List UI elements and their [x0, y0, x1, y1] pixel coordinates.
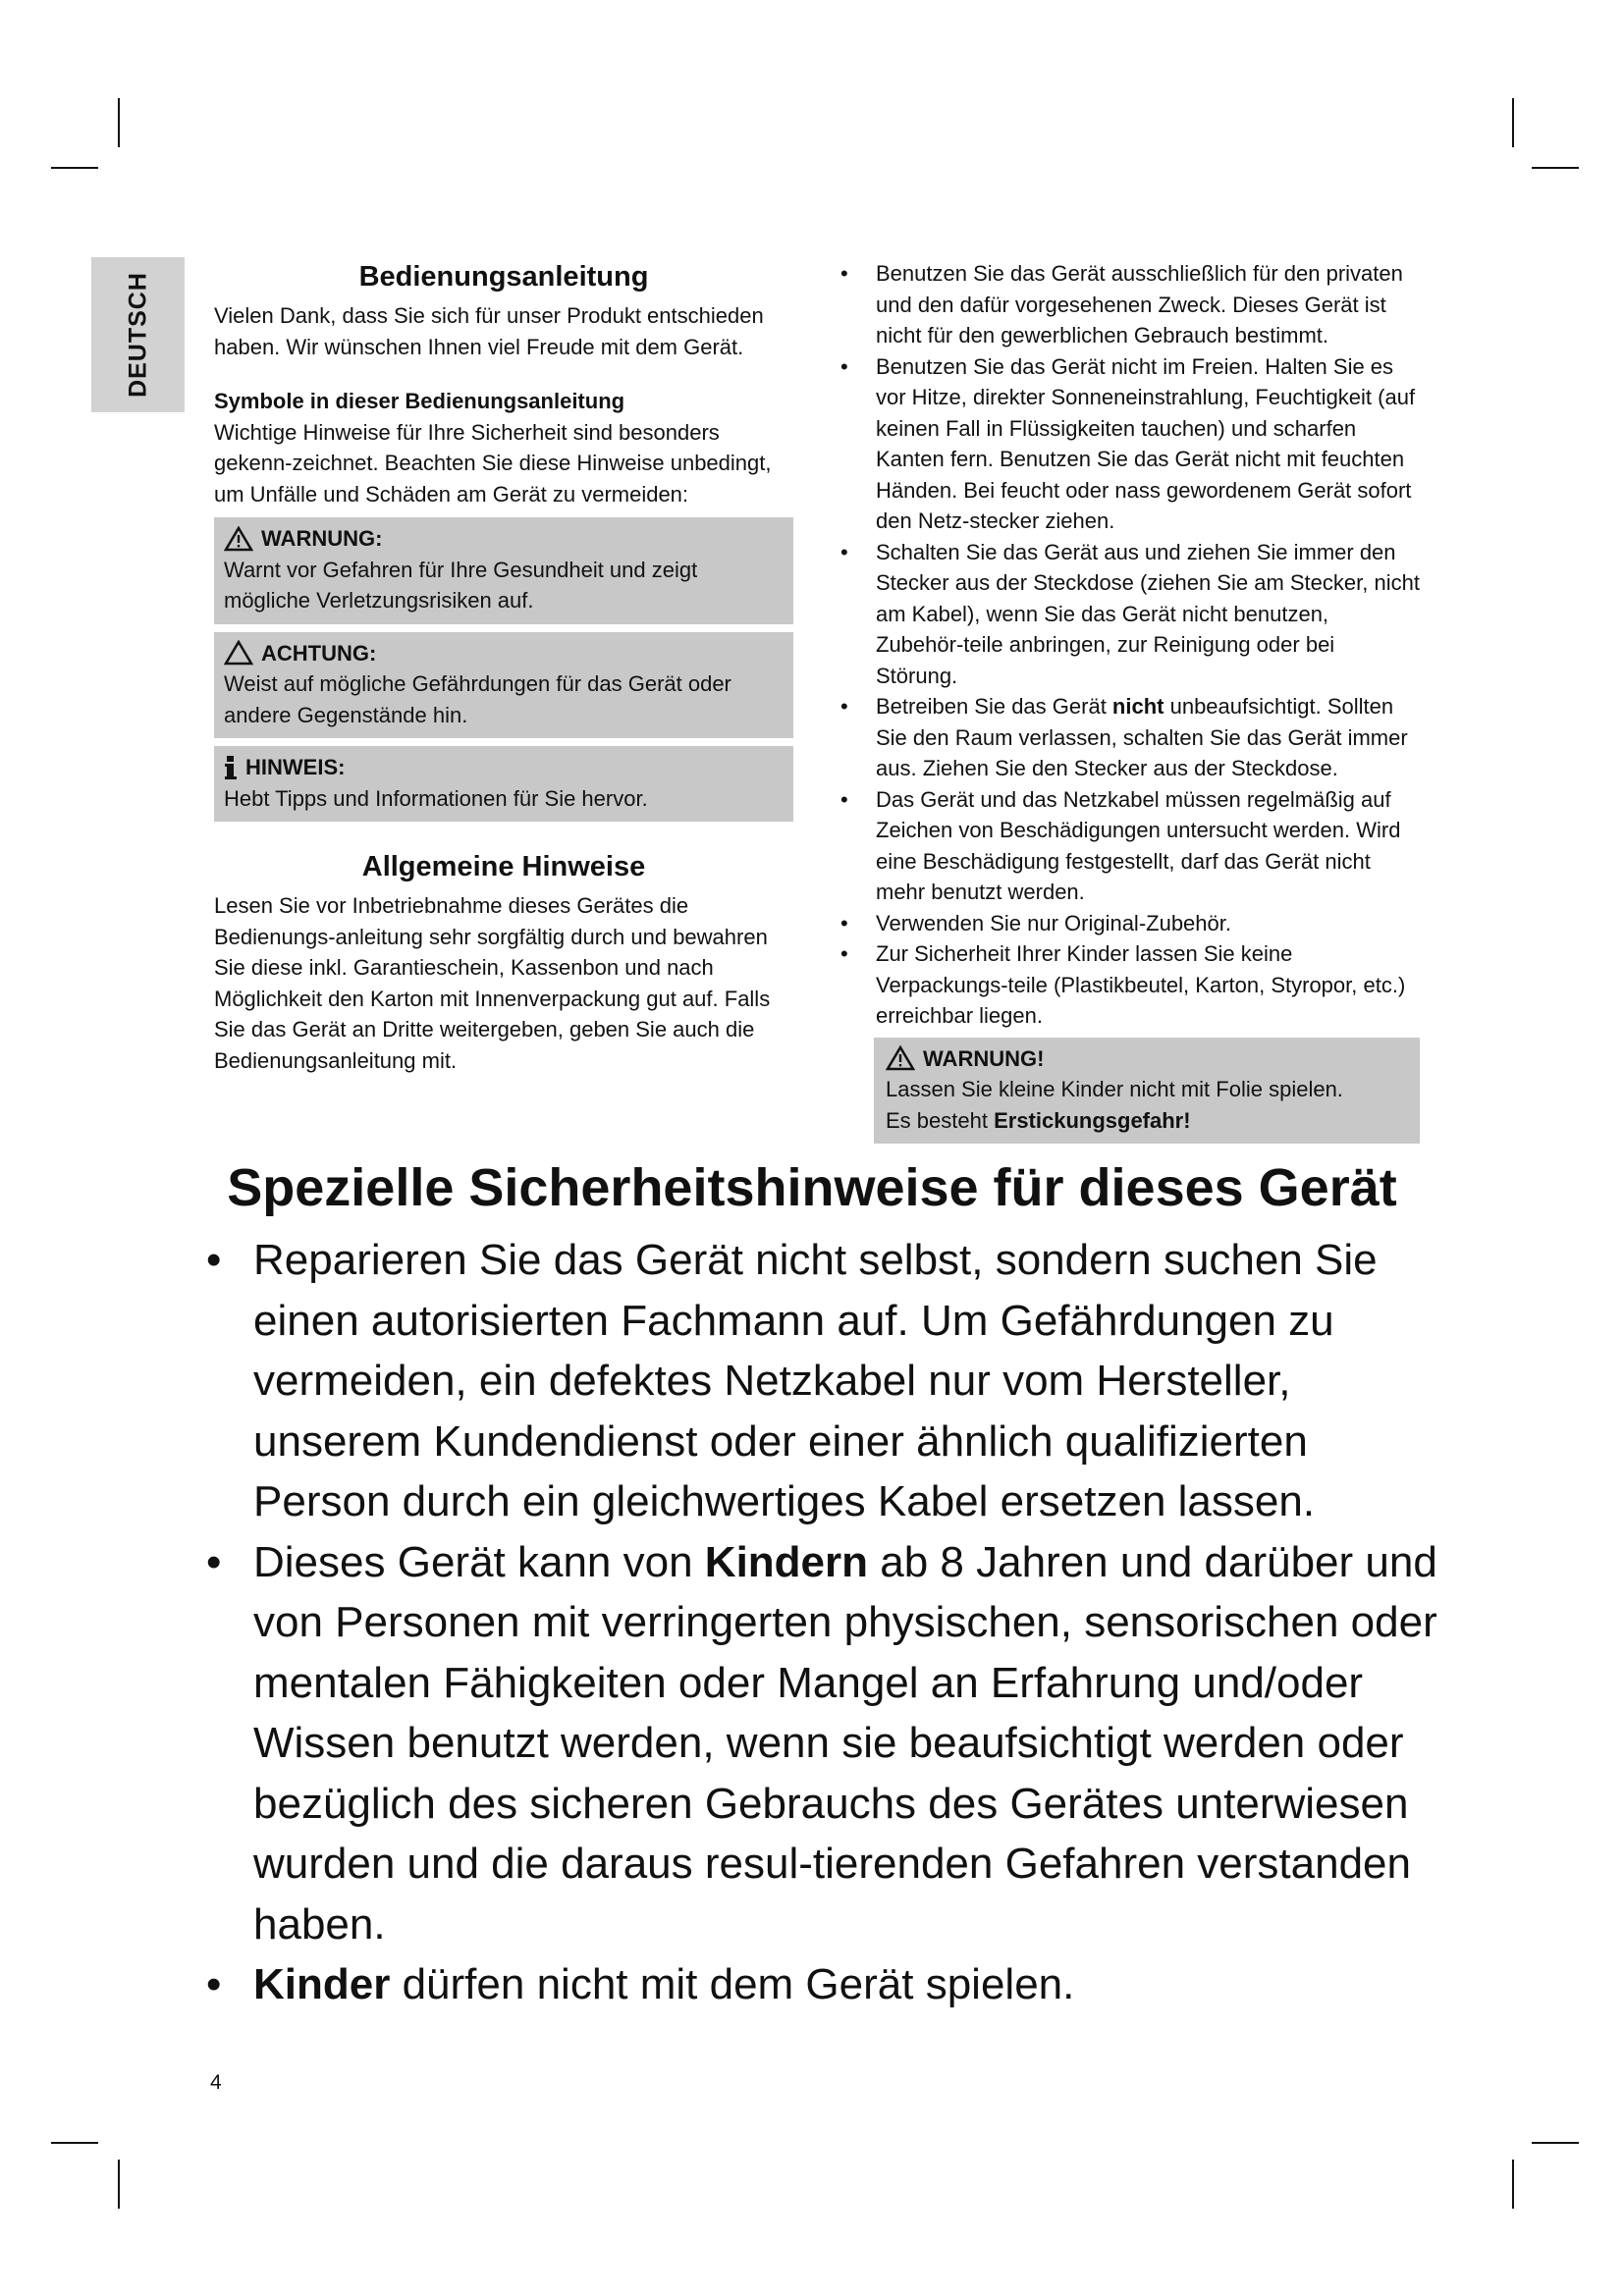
intro-text: Vielen Dank, dass Sie sich für unser Produkt entschieden haben. Wir wünschen Ihnen viel Freude mit dem Gerät.	[214, 303, 764, 359]
info-icon	[224, 755, 238, 780]
warning-triangle-icon	[224, 526, 253, 552]
note-box	[214, 746, 793, 822]
list-item: • Benutzen Sie das Gerät ausschließlich für den privaten und den dafür vorgesehenen Zweck. Dieses Gerät ist nicht für den gewerblichen Gebrauch bestimmt.	[840, 258, 1420, 351]
caution-title: ACHTUNG:	[261, 640, 377, 666]
caution-triangle-icon	[224, 640, 253, 666]
page-number: 4	[210, 2071, 222, 2094]
symbols-heading: Symbole in dieser Bedienungsanleitung	[214, 389, 625, 413]
crop-mark	[51, 2142, 98, 2144]
crop-mark	[1512, 2160, 1514, 2209]
list-item: • Das Gerät und das Netzkabel müssen regelmäßig auf Zeichen von Beschädigungen untersucht werden. Wird eine Beschädigung festgestellt, darf das Gerät nicht mehr benutzt werden.	[840, 784, 1420, 908]
list-item: • Betreiben Sie das Gerät nicht unbeaufsichtigt. Sollten Sie den Raum verlassen, schalten Sie das Gerät immer aus. Ziehen Sie den Stecker aus der Steckdose.	[840, 691, 1420, 784]
general-text: Lesen Sie vor Inbetriebnahme dieses Gerätes die Bedienungs-anleitung sehr sorgfältig durch und bewahren Sie diese inkl. Garantieschein, Kassenbon und nach Möglichkeit den Karton mit Innenverpackung gut auf. Falls Sie das Gerät an Dritte weitergeben, geben Sie auch die Bedienungsanleitung mit.	[214, 893, 771, 1073]
safety-list	[840, 258, 1420, 1032]
language-tab	[91, 257, 185, 412]
emphasis-text: nicht	[1111, 694, 1164, 719]
crop-mark	[118, 98, 120, 147]
special-safety-list	[206, 1230, 1443, 2015]
right-column	[840, 258, 1420, 1144]
list-item: • Dieses Gerät kann von Kindern ab 8 Jahren und darüber und von Personen mit verringerten physischen, sensorischen oder mentalen Fähigkeiten oder Mangel an Erfahrung und/oder Wissen benutzt werden, wenn sie beaufsichtigt werden oder bezüglich des sicheren Gebrauchs des Gerätes unterwiesen wurden und die daraus resul-tierenden Gefahren verstanden haben.	[206, 1532, 1443, 1955]
warning-text: Warnt vor Gefahren für Ihre Gesundheit und zeigt mögliche Verletzungsrisiken auf.	[224, 557, 698, 613]
note-text: Hebt Tipps und Informationen für Sie hervor.	[224, 785, 648, 811]
list-item: • Zur Sicherheit Ihrer Kinder lassen Sie keine Verpackungs-teile (Plastikbeutel, Karton, Styropor, etc.) erreichbar liegen.	[840, 938, 1420, 1032]
crop-mark	[118, 2160, 120, 2209]
caution-text: Weist auf mögliche Gefährdungen für das Gerät oder andere Gegenstände hin.	[224, 671, 731, 727]
general-heading: Allgemeine Hinweise	[361, 851, 646, 882]
list-item: • Reparieren Sie das Gerät nicht selbst, sondern suchen Sie einen autorisierten Fachmann auf. Um Gefährdungen zu vermeiden, ein defektes Netzkabel nur vom Hersteller, unserem Kundendienst oder einer ähnlich qualifizierten Person durch ein gleichwertiges Kabel ersetzen lassen.	[206, 1230, 1443, 1532]
language-label: DEUTSCH	[124, 272, 151, 398]
list-item: • Schalten Sie das Gerät aus und ziehen Sie immer den Stecker aus der Steckdose (ziehen Sie am Stecker, nicht am Kabel), wenn Sie das Gerät nicht benutzen, Zubehör-teile anbringen, zur Reinigung oder bei Störung.	[840, 537, 1420, 692]
warning-line: Lassen Sie kleine Kinder nicht mit Folie spielen.	[886, 1077, 1343, 1101]
crop-mark	[1532, 167, 1579, 169]
suffocation-warning-box	[874, 1038, 1420, 1145]
crop-mark	[1532, 2142, 1579, 2144]
warning-title: WARNUNG:	[261, 526, 383, 551]
warning-triangle-icon	[886, 1045, 915, 1071]
special-safety-heading: Spezielle Sicherheitshinweise für dieses Gerät	[227, 1158, 1397, 1217]
note-title: HINWEIS:	[245, 755, 346, 779]
crop-mark	[1512, 98, 1514, 147]
list-item: • Benutzen Sie das Gerät nicht im Freien. Halten Sie es vor Hitze, direkter Sonneneinstrahlung, Feuchtigkeit (auf keinen Fall in Flüssigkeiten tauchen) und scharfen Kanten fern. Benutzen Sie das Gerät nicht mit feuchten Händen. Bei feucht oder nass gewordenem Gerät sofort den Netz-stecker ziehen.	[840, 351, 1420, 537]
list-item: • Kinder dürfen nicht mit dem Gerät spielen.	[206, 1954, 1443, 2015]
caution-box	[214, 632, 793, 739]
symbols-text: Wichtige Hinweise für Ihre Sicherheit sind besonders gekenn-zeichnet. Beachten Sie diese Hinweise unbedingt, um Unfälle und Schäden am Gerät zu vermeiden:	[214, 419, 772, 507]
warning-line: Es besteht Erstickungsgefahr!	[886, 1107, 1191, 1133]
manual-title: Bedienungsanleitung	[358, 261, 649, 293]
list-item: • Verwenden Sie nur Original-Zubehör.	[840, 908, 1420, 939]
left-column	[214, 257, 793, 1076]
crop-mark	[51, 167, 98, 169]
warning-box	[214, 517, 793, 624]
warning-title: WARNUNG!	[923, 1045, 1045, 1071]
